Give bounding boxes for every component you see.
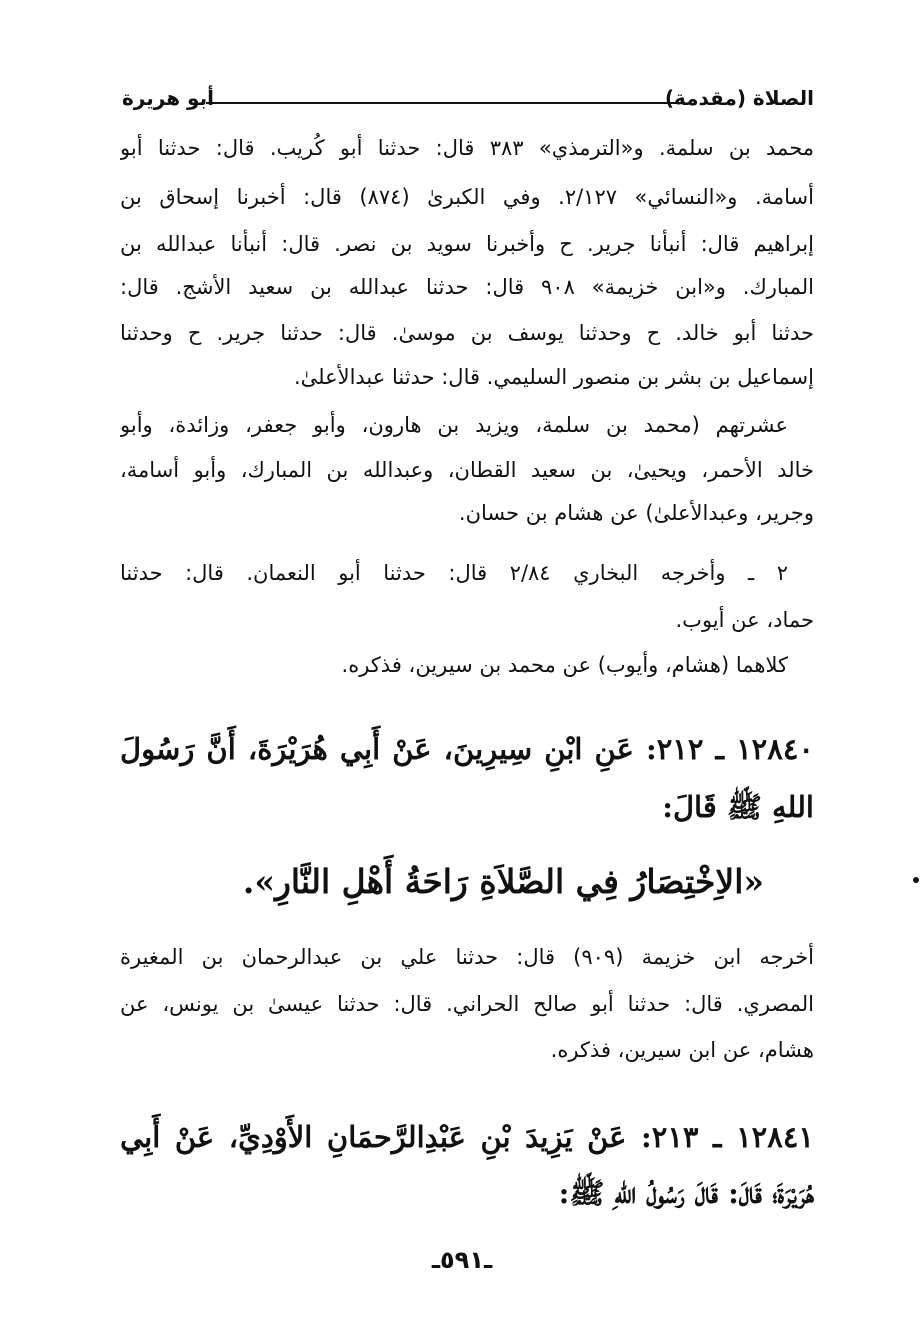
footnote-line: المبارك. و«ابن خزيمة» ٩٠٨ قال: حدثنا عبدالله بن سعيد الأشج. قال: xyxy=(120,275,814,299)
hadith-heading: ١٢٨٤١ ـ ٢١٣: عَنْ يَزِيدَ بْنِ عَبْدِالرَّحمَانِ الأَوْدِيِّ، عَنْ أَبِي xyxy=(120,1120,814,1154)
footnote-line: كلاهما (هشام، وأيوب) عن محمد بن سيرين، فذكره. xyxy=(341,653,788,677)
footnote-line: إبراهيم قال: أنبأنا جرير. ح وأخبرنا سويد بن نصر. قال: أنبأنا عبدالله بن xyxy=(120,232,814,256)
footnote-line: محمد بن سلمة. و«الترمذي» ٣٨٣ قال: حدثنا أبو كُريب. قال: حدثنا أبو xyxy=(120,136,814,160)
footnote-line: أخرجه ابن خزيمة (٩٠٩) قال: حدثنا علي بن عبدالرحمان بن المغيرة xyxy=(120,945,814,969)
footnote-line: هشام، عن ابن سيرين، فذكره. xyxy=(550,1038,814,1062)
footnote-line: حماد، عن أيوب. xyxy=(675,608,814,632)
chapter-title: الصلاة (مقدمة) xyxy=(664,86,814,110)
hadith-heading: هُرَيْرَةَ؛ قَالَ: قَالَ رَسُولُ اللهِ ﷺ: xyxy=(558,1176,814,1210)
footnote-line: أسامة. و«النسائي» ٢/١٢٧. وفي الكبرىٰ (٨٧٤) قال: أخبرنا إسحاق بن xyxy=(120,185,814,209)
hadith-heading: ١٢٨٤٠ ـ ٢١٢: عَنِ ابْنِ سِيرِينَ، عَنْ أَبِي هُرَيْرَةَ، أَنَّ رَسُولَ xyxy=(120,732,814,766)
running-header xyxy=(122,82,814,118)
footnote-line: وجرير، وعبدالأعلىٰ) عن هشام بن حسان. xyxy=(458,501,814,525)
hadith-quote: «الاِخْتِصَارُ فِي الصَّلاَةِ رَاحَةُ أَهْلِ النَّارِ». xyxy=(242,862,764,901)
footnote-line: عشرتهم (محمد بن سلمة، ويزيد بن هارون، وأبو جعفر، وزائدة، وأبو xyxy=(120,413,788,437)
margin-dot xyxy=(913,877,919,883)
hadith-heading: اللهِ ﷺ قَالَ: xyxy=(662,790,814,824)
footnote-line: حدثنا أبو خالد. ح وحدثنا يوسف بن موسىٰ. قال: حدثنا جرير. ح وحدثنا xyxy=(120,321,814,345)
footnote-line: ٢ ـ وأخرجه البخاري ٢/٨٤ قال: حدثنا أبو النعمان. قال: حدثنا xyxy=(120,561,788,585)
footnote-line: إسماعيل بن بشر بن منصور السليمي. قال: حدثنا عبدالأعلىٰ. xyxy=(293,365,814,389)
footnote-line: المصري. قال: حدثنا أبو صالح الحراني. قال: حدثنا عيسىٰ بن يونس، عن xyxy=(120,992,814,1016)
page-number: ـ٥٩١ـ xyxy=(431,1246,493,1274)
header-rule xyxy=(206,102,678,104)
narrator-title: أبو هريرة xyxy=(122,86,214,110)
footnote-line: خالد الأحمر، ويحيىٰ، بن سعيد القطان، وعبدالله بن المبارك، وأبو أسامة، xyxy=(120,458,814,482)
